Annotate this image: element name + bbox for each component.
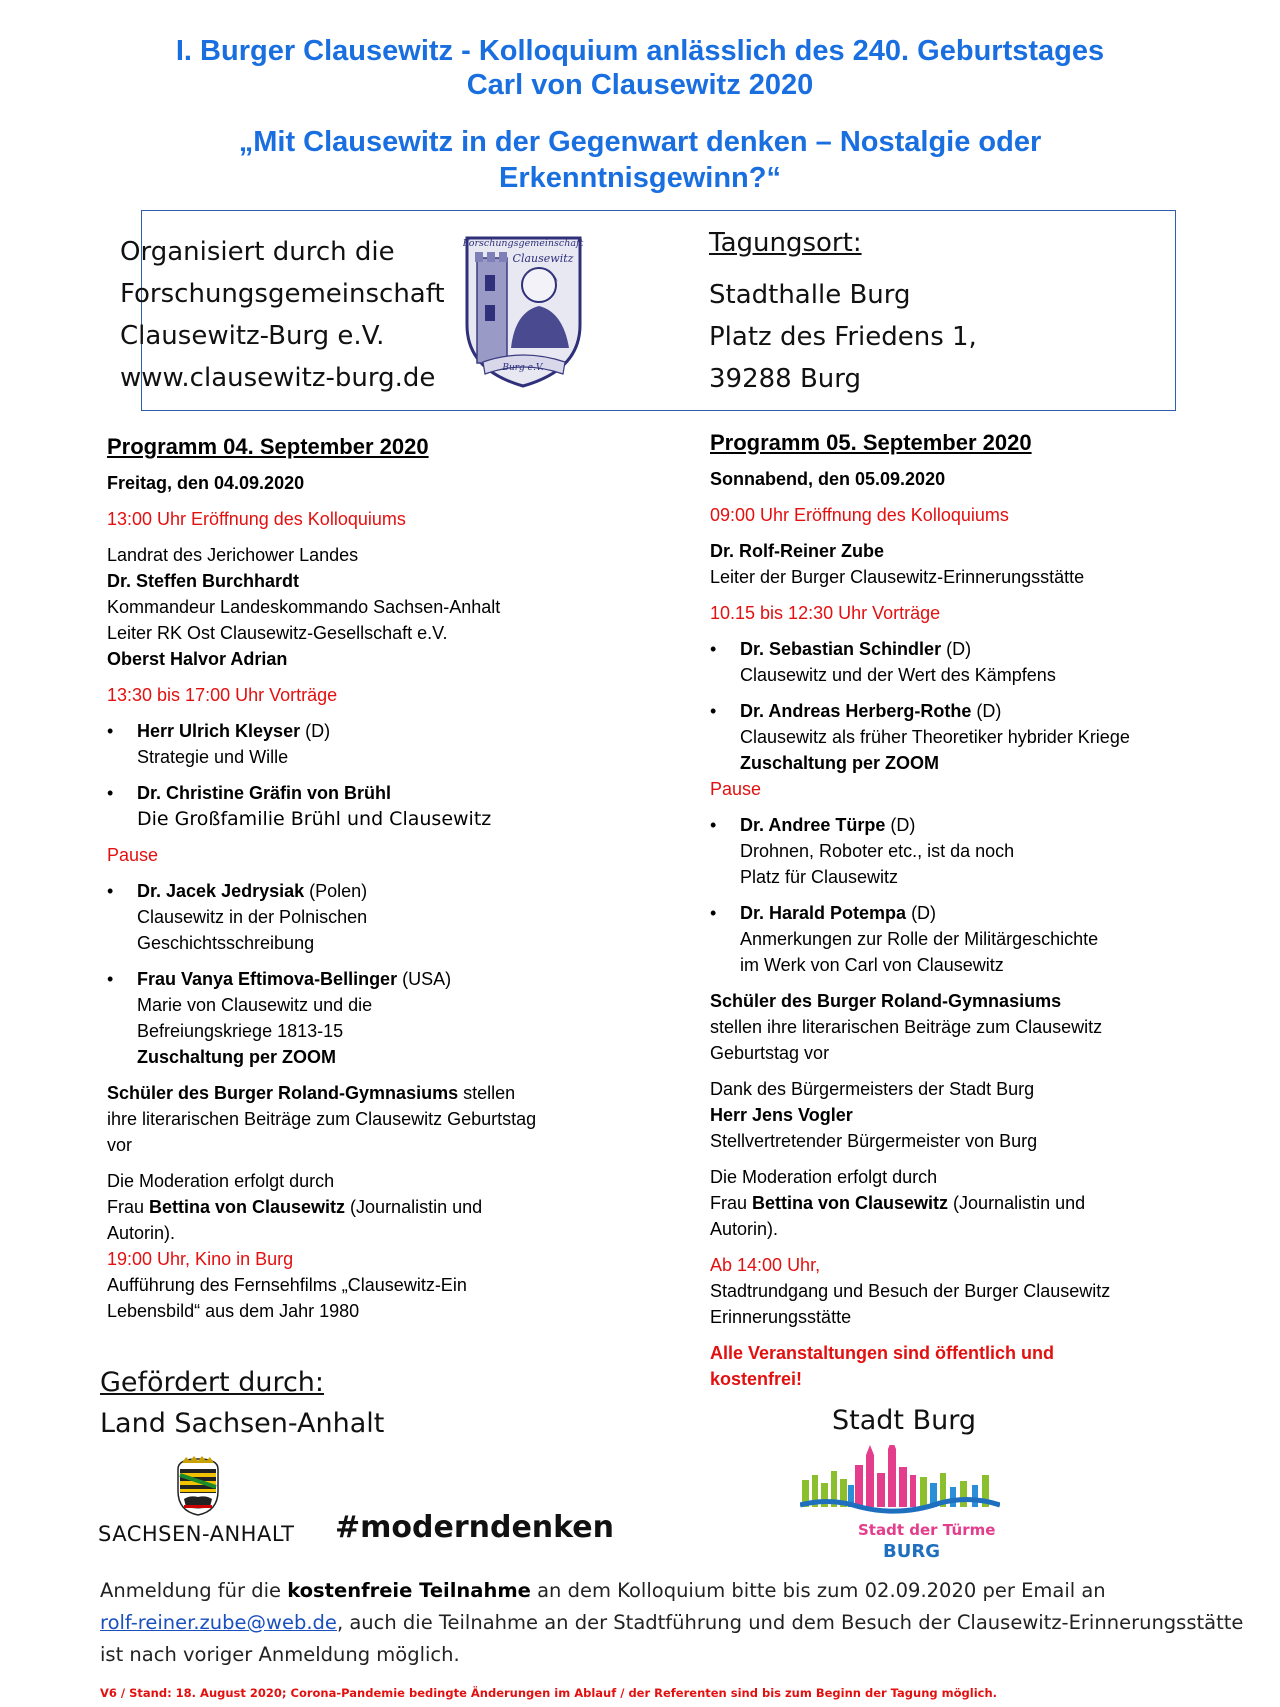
- organizer-website[interactable]: www.clausewitz-burg.de: [120, 363, 436, 393]
- venue-city: 39288 Burg: [709, 364, 862, 394]
- day1-talks-time: 13:30 bis 17:00 Uhr Vorträge: [107, 685, 338, 705]
- speaker-country: (D): [971, 701, 1002, 721]
- moderation-text: Frau: [107, 1197, 150, 1217]
- day1-heading: Programm 04. September 2020: [107, 434, 429, 459]
- thanks-name: Herr Jens Vogler: [710, 1105, 853, 1125]
- subtitle-line-1: „Mit Clausewitz in der Gegenwart denken – Nostalgie oder: [238, 126, 1042, 158]
- day2-date: Sonnabend, den 05.09.2020: [710, 469, 946, 489]
- sachsen-anhalt-coat-of-arms-icon: [170, 1455, 226, 1518]
- registration-text: Anmeldung für die: [100, 1579, 288, 1602]
- day2-free-note: [710, 1340, 1200, 1392]
- registration-text: , auch die Teilnahme an der Stadtführung und dem Besuch der Clausewitz-Erinnerungsstätte: [336, 1611, 1244, 1634]
- greeting-line: Leiter RK Ost Clausewitz-Gesellschaft e.V.: [107, 623, 448, 643]
- registration-note: [100, 1575, 1260, 1671]
- speaker-country: (D): [885, 815, 916, 835]
- school-text: stellen ihre literarischen Beiträge zum Clausewitz: [710, 1017, 1103, 1037]
- organizer-block: [120, 231, 445, 399]
- tour-text: Erinnerungsstätte: [710, 1307, 852, 1327]
- moderation-text: Autorin).: [710, 1219, 779, 1239]
- talk-topic: Drohnen, Roboter etc., ist da noch: [740, 841, 1015, 861]
- talk-topic: im Werk von Carl von Clausewitz: [740, 955, 1004, 975]
- day1-moderation: [107, 1168, 607, 1246]
- speaker-country: (D): [941, 639, 972, 659]
- hashtag-logo: #moderndenken: [335, 1510, 615, 1545]
- title-line-2: Carl von Clausewitz 2020: [466, 69, 814, 101]
- free-note-line: kostenfrei!: [710, 1369, 803, 1389]
- talk-topic: Clausewitz und der Wert des Kämpfens: [740, 665, 1056, 685]
- day2-pause: Pause: [710, 779, 762, 799]
- film-text: Lebensbild“ aus dem Jahr 1980: [107, 1301, 360, 1321]
- day2-opening: 09:00 Uhr Eröffnung des Kolloquiums: [710, 505, 1009, 525]
- day2-talks-time: 10.15 bis 12:30 Uhr Vorträge: [710, 603, 941, 623]
- film-text: Aufführung des Fernsehfilms „Clausewitz-Ein: [107, 1275, 467, 1295]
- email-link[interactable]: rolf-reiner.zube@web.de: [100, 1611, 337, 1634]
- school-name: Schüler des Burger Roland-Gymnasiums: [107, 1083, 459, 1103]
- moderator-name: Bettina von Clausewitz: [752, 1193, 949, 1213]
- talk-topic: Geschichtsschreibung: [137, 933, 315, 953]
- greeting-line: Landrat des Jerichower Landes: [107, 545, 359, 565]
- sponsor-heading: Gefördert durch:: [100, 1367, 325, 1398]
- school-text: stellen: [458, 1083, 516, 1103]
- svg-text:Burg e.V.: Burg e.V.: [502, 363, 544, 373]
- speaker-country: (D): [906, 903, 937, 923]
- organizer-line: Organisiert durch die: [120, 237, 395, 267]
- moderation-text: (Journalistin und: [345, 1197, 483, 1217]
- speaker-name: Dr. Christine Gräfin von Brühl: [137, 783, 392, 803]
- greeting-name: Dr. Rolf-Reiner Zube: [710, 541, 885, 561]
- registration-text: ist nach voriger Anmeldung möglich.: [100, 1643, 460, 1666]
- talk-topic: Marie von Clausewitz und die: [137, 995, 373, 1015]
- moderation-text: Autorin).: [107, 1223, 176, 1243]
- speaker-name: Herr Ulrich Kleyser: [137, 721, 301, 741]
- moderation-text: Frau: [710, 1193, 753, 1213]
- day2-greetings: [710, 538, 1200, 590]
- speaker-name: Dr. Andree Türpe: [740, 815, 886, 835]
- day1-greetings: [107, 542, 607, 672]
- venue-heading: Tagungsort:: [709, 228, 862, 258]
- svg-text:Clausewitz: Clausewitz: [512, 252, 574, 265]
- day2-heading: Programm 05. September 2020: [710, 430, 1032, 455]
- speaker-name: Dr. Jacek Jedrysiak: [137, 881, 305, 901]
- organizer-line: Clausewitz-Burg e.V.: [120, 321, 385, 351]
- day1-pause: Pause: [107, 845, 159, 865]
- venue-block: [709, 222, 977, 400]
- subtitle-line-2: Erkenntnisgewinn?“: [499, 162, 781, 194]
- speaker-country: (D): [300, 721, 331, 741]
- list-item: [107, 966, 607, 1070]
- talk-topic: Clausewitz als früher Theoretiker hybrider Kriege: [740, 727, 1130, 747]
- program-day-2: [710, 428, 1200, 1392]
- day1-date: Freitag, den 04.09.2020: [107, 473, 305, 493]
- moderation-text: Die Moderation erfolgt durch: [107, 1171, 335, 1191]
- moderation-text: (Journalistin und: [948, 1193, 1086, 1213]
- speaker-country: (USA): [397, 969, 452, 989]
- school-text: Geburtstag vor: [710, 1043, 830, 1063]
- zoom-note: Zuschaltung per ZOOM: [137, 1047, 337, 1067]
- organizer-line: Forschungsgemeinschaft: [120, 279, 445, 309]
- list-item: [710, 900, 1200, 978]
- school-name: Schüler des Burger Roland-Gymnasiums: [710, 991, 1062, 1011]
- greeting-line: Kommandeur Landeskommando Sachsen-Anhalt: [107, 597, 501, 617]
- day1-opening: 13:00 Uhr Eröffnung des Kolloquiums: [107, 509, 406, 529]
- list-item: [710, 812, 1200, 890]
- speaker-name: Dr. Sebastian Schindler: [740, 639, 942, 659]
- registration-emphasis: kostenfreie Teilnahme: [287, 1579, 531, 1602]
- stadt-burg-skyline-icon: [800, 1445, 1000, 1517]
- talk-topic: Clausewitz in der Polnischen: [137, 907, 368, 927]
- list-item: [710, 636, 1200, 688]
- free-note-line: Alle Veranstaltungen sind öffentlich und: [710, 1343, 1055, 1363]
- page-subtitle: [0, 124, 1280, 196]
- city-heading: Stadt Burg: [832, 1405, 976, 1436]
- city-slogan: Stadt der Türme: [858, 1521, 996, 1539]
- title-line-1: I. Burger Clausewitz - Kolloquium anlässlich des 240. Geburtstages: [175, 35, 1105, 67]
- day1-school: [107, 1080, 607, 1158]
- venue-street: Platz des Friedens 1,: [709, 322, 977, 352]
- greeting-name: Oberst Halvor Adrian: [107, 649, 288, 669]
- moderator-name: Bettina von Clausewitz: [149, 1197, 346, 1217]
- thanks-text: Stellvertretender Bürgermeister von Burg: [710, 1131, 1038, 1151]
- version-note: V6 / Stand: 18. August 2020; Corona-Pandemie bedingte Änderungen im Ablauf / der Referenten sind bis zum Beginn der Tagung möglich.: [100, 1686, 998, 1700]
- venue-name: Stadthalle Burg: [709, 280, 911, 310]
- list-item: [107, 718, 607, 770]
- speaker-name: Dr. Harald Potempa: [740, 903, 907, 923]
- day2-thanks: [710, 1076, 1200, 1154]
- greeting-name: Dr. Steffen Burchhardt: [107, 571, 300, 591]
- day2-tour-time: Ab 14:00 Uhr,: [710, 1255, 821, 1275]
- list-item: [107, 780, 607, 832]
- talk-topic: Befreiungskriege 1813-15: [137, 1021, 344, 1041]
- sachsen-anhalt-logo-text: SACHSEN-ANHALT: [98, 1522, 295, 1546]
- society-crest-icon: [463, 230, 584, 388]
- list-item: [107, 878, 607, 956]
- speaker-name: Dr. Andreas Herberg-Rothe: [740, 701, 972, 721]
- speaker-name: Frau Vanya Eftimova-Bellinger: [137, 969, 398, 989]
- program-day-1: [107, 432, 607, 1324]
- zoom-note: Zuschaltung per ZOOM: [740, 753, 940, 773]
- talk-topic: Strategie und Wille: [137, 747, 289, 767]
- school-text: vor: [107, 1135, 133, 1155]
- city-logo-name: BURG: [883, 1541, 940, 1562]
- page-title: [0, 34, 1280, 102]
- talk-topic: Die Großfamilie Brühl und Clausewitz: [137, 808, 492, 830]
- talk-topic: Platz für Clausewitz: [740, 867, 899, 887]
- moderation-text: Die Moderation erfolgt durch: [710, 1167, 938, 1187]
- tour-text: Stadtrundgang und Besuch der Burger Clausewitz: [710, 1281, 1111, 1301]
- svg-text:Forschungsgemeinschaft: Forschungsgemeinschaft: [463, 238, 584, 249]
- day1-cinema: 19:00 Uhr, Kino in Burg: [107, 1249, 294, 1269]
- school-text: ihre literarischen Beiträge zum Clausewitz Geburtstag: [107, 1109, 537, 1129]
- speaker-country: (Polen): [304, 881, 368, 901]
- greeting-line: Leiter der Burger Clausewitz-Erinnerungsstätte: [710, 567, 1085, 587]
- list-item: [710, 698, 1200, 776]
- registration-text: an dem Kolloquium bitte bis zum 02.09.2020 per Email an: [530, 1579, 1106, 1602]
- day2-school: [710, 988, 1200, 1066]
- day2-moderation: [710, 1164, 1200, 1242]
- talk-topic: Anmerkungen zur Rolle der Militärgeschichte: [740, 929, 1099, 949]
- thanks-text: Dank des Bürgermeisters der Stadt Burg: [710, 1079, 1035, 1099]
- sponsor-land: Land Sachsen-Anhalt: [100, 1408, 385, 1439]
